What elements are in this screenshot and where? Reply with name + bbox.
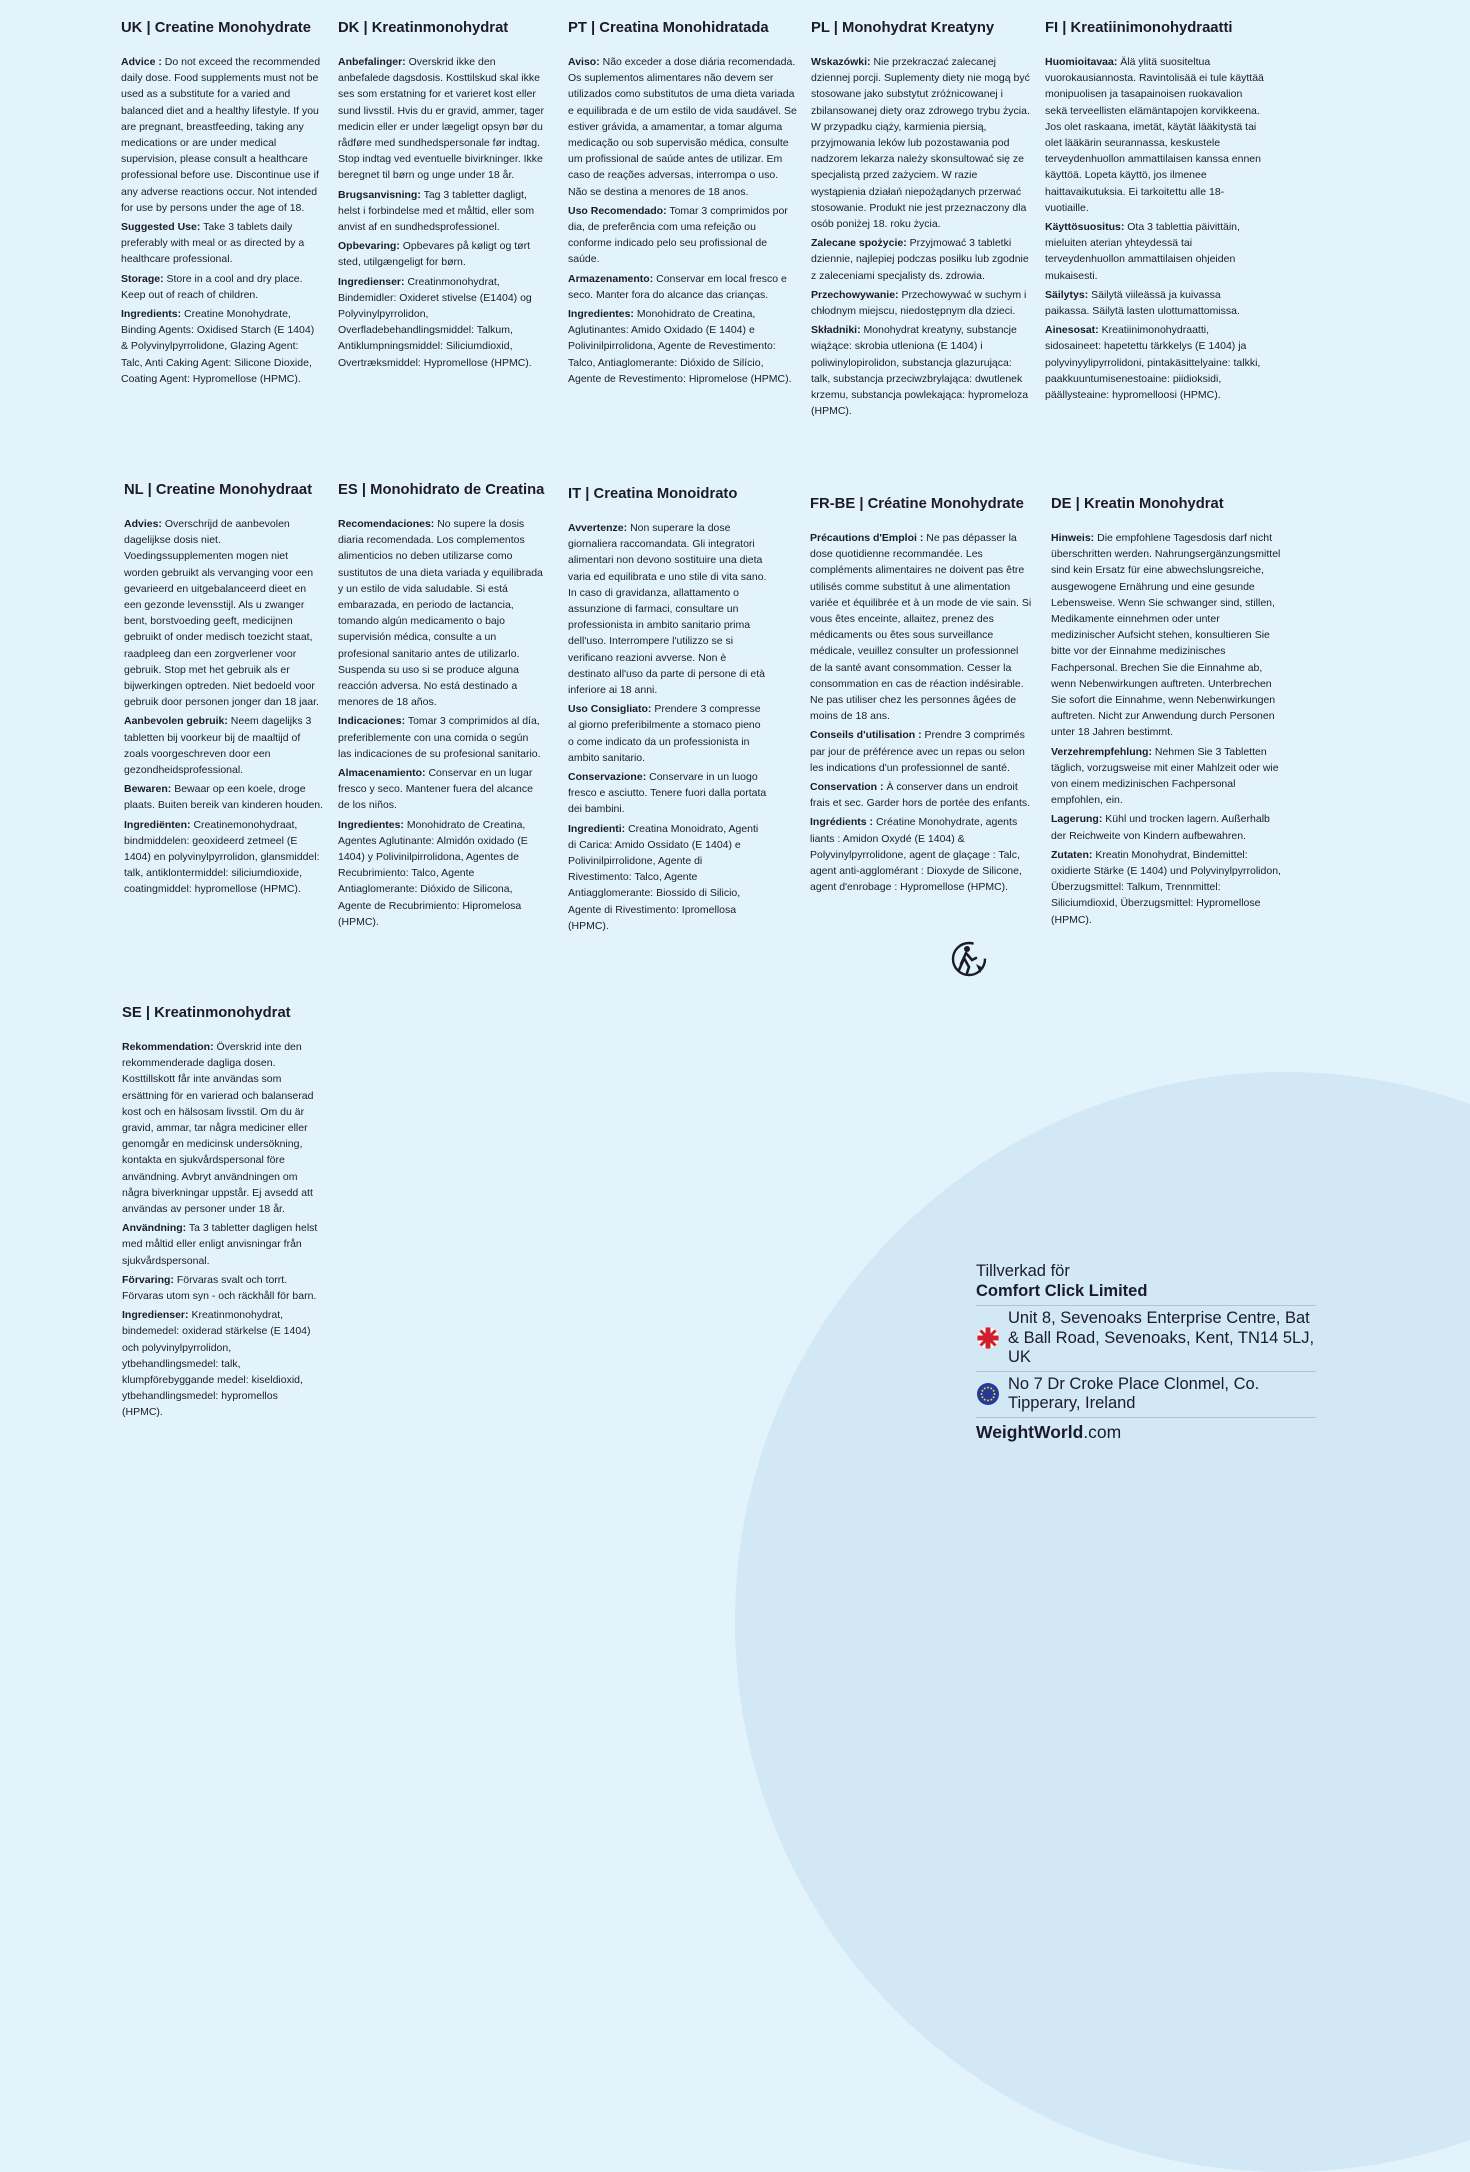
- section-title: FI | Kreatiinimonohydraatti: [1045, 20, 1233, 36]
- eu-address-row: [976, 1371, 1316, 1417]
- advice-paragraph: Anbefalinger: Overskrid ikke den anbefalede dagsdosis. Kosttilskud skal ikke ses som erstatning for et varieret kost eller sund livsstil. Hvis du er gravid, ammer, tager medicin eller er under lægeligt opsyn bør du rådføre med sundhedspersonale før indtag. Stop indtag ved eventuelle bivirkninger. Ikke beregnet til børn og unge under 18 år.: [338, 56, 544, 182]
- advice-paragraph: Aviso: Não exceder a dose diária recomendada. Os suplementos alimentares não devem ser utilizados como substitutos de uma dieta variada e equilibrada e de um estilo de vida saudável. Se estiver grávida, a amamentar, a tomar alguma medicação ou sob supervisão médica, consulte um profissional de saúde antes de utilizar. Em caso de reações adversas, interrompa o uso. Não se destina a menores de 18 anos.: [568, 56, 797, 198]
- made-for-label: Tillverkad för: [976, 1262, 1070, 1280]
- section-dk: [338, 18, 546, 374]
- uk-address: Unit 8, Sevenoaks Enterprise Centre, Bat & Ball Road, Sevenoaks, Kent, TN14 5LJ, UK: [1008, 1309, 1315, 1366]
- use-paragraph: Zalecane spożycie: Przyjmować 3 tabletki dziennie, najlepiej podczas posiłku lub zgodnie z zaleceniami specjalisty ds. zdrowia.: [811, 237, 1029, 282]
- ingredients-paragraph: Zutaten: Kreatin Monohydrat, Bindemittel: oxidierte Stärke (E 1404) und Polyvinylpyrrolidon, Überzugsmittel: Talkum, Trennmittel: Siliciumdioxid, Überzugsmittel: Hypromellose (HPMC).: [1051, 848, 1281, 926]
- ingredients-paragraph: Ingredientes: Monohidrato de Creatina, Agentes Aglutinante: Almidón oxidado (E 1404) y Polivinilpirrolidona, Agentes de Recubrimiento: Talco, Agente Antiaglomerante: Dióxido de Silicona, Agente de Recubrimiento: Hipromelosa (HPMC).: [338, 818, 528, 928]
- use-paragraph: Brugsanvisning: Tag 3 tabletter dagligt, helst i forbindelse med et måltid, eller som anvist af en sundhedsprofessionel.: [338, 188, 535, 234]
- use-paragraph: Aanbevolen gebruik: Neem dagelijks 3 tabletten bij voorkeur bij de maaltijd of zoals voorgeschreven door een gezondheidsprofessional.: [124, 715, 312, 777]
- ingredients-paragraph: Ingredientes: Monohidrato de Creatina, Aglutinantes: Amido Oxidado (E 1404) e Polivinilpirrolidona, Agente de Revestimento: Talco, Antiaglomerante: Dióxido de Silício, Agente de Revestimento: Hipromelose (HPMC).: [568, 308, 792, 385]
- manufacturer-footer: [976, 1262, 1316, 1443]
- storage-paragraph: Opbevaring: Opbevares på køligt og tørt sted, utilgængeligt for børn.: [338, 240, 530, 269]
- section-title: DK | Kreatinmonohydrat: [338, 20, 509, 36]
- section-pl: [811, 18, 1033, 422]
- section-de: [1051, 494, 1283, 931]
- advice-paragraph: Advice : Do not exceed the recommended daily dose. Food supplements must not be used as a substitute for a varied and balanced diet and a healthy lifestyle. If you are pregnant, breastfeeding, taking any medications or are under medical supervision, please consult a healthcare professional before use. Discontinue use if any adverse reactions occur. Not intended for use by persons under the age of 18.: [121, 56, 321, 214]
- section-it: [568, 484, 768, 937]
- use-paragraph: Käyttösuositus: Ota 3 tablettia päivittäin, mieluiten aterian yhteydessä tai terveydenhuollon ammattilaisen ohjeiden mukaisesti.: [1045, 221, 1240, 282]
- tidyman-recycle-icon: [950, 940, 988, 978]
- use-paragraph: Indicaciones: Tomar 3 comprimidos al día, preferiblemente con una comida o según las indicaciones de su profesional sanitario.: [338, 715, 541, 760]
- ingredients-paragraph: Składniki: Monohydrat kreatyny, substancje wiążące: skrobia utleniona (E 1404) i poliwinylopirolidon, substancja glazurująca: talk, substancja przeciwzbrylająca: dwutlenek krzemu, substancja powlekająca: hypromeloza (HPMC).: [811, 324, 1029, 418]
- ingredients-paragraph: Ingredienti: Creatina Monoidrato, Agenti di Carica: Amido Ossidato (E 1404) e Polivinilpirrolidone, Agente di Rivestimento: Talco, Agente Antiagglomerante: Biossido di Silicio, Agente di Rivestimento: Ipromellosa (HPMC).: [568, 822, 759, 932]
- section-fr-be: [810, 494, 1032, 898]
- section-title: DE | Kreatin Monohydrat: [1051, 496, 1224, 512]
- storage-paragraph: Storage: Store in a cool and dry place. Keep out of reach of children.: [121, 272, 303, 301]
- storage-paragraph: Conservation : À conserver dans un endroit frais et sec. Garder hors de portée des enfants.: [810, 781, 1031, 810]
- section-nl: [124, 480, 324, 901]
- uk-address-row: [976, 1305, 1316, 1371]
- advice-paragraph: Huomioitavaa: Älä ylitä suositeltua vuorokausiannosta. Ravintolisää ei tule käyttää monipuolisen ja tasapainoisen ruokavalion sekä terveellisten elämäntapojen korvikkeena. Jos olet raskaana, imetät, käytät lääkitystä tai olet lääkärin seurannassa, keskustele terveydenhuollon ammattilaisen kanssa ennen käyttöä. Lopeta käyttö, jos ilmenee haittavaikutuksia. Ei tarkoitettu alle 18-vuotiaille.: [1045, 56, 1264, 214]
- use-paragraph: Uso Consigliato: Prendere 3 compresse al giorno preferibilmente a stomaco pieno o come indicato da un professionista in ambito sanitario.: [568, 703, 761, 764]
- company-name: Comfort Click Limited: [976, 1282, 1148, 1300]
- section-title: NL | Creatine Monohydraat: [124, 482, 313, 498]
- ingredients-paragraph: Ingredienser: Kreatinmonohydrat, bindemedel: oxiderad stärkelse (E 1404) och polyvinylpyrrolidon, ytbehandlingsmedel: talk, klumpförebyggande medel: kiseldioxid, ytbehandlingsmedel: hypromellos (HPMC).: [122, 1309, 311, 1419]
- use-paragraph: Verzehrempfehlung: Nehmen Sie 3 Tabletten täglich, vorzugsweise mit einer Mahlzeit oder wie von einem medizinischen Fachpersonal empfohlen, ein.: [1051, 745, 1279, 807]
- ingredients-paragraph: Ingrediënten: Creatinemonohydraat, bindmiddelen: geoxideerd zetmeel (E 1404) en polyvinylpyrrolidon, glansmiddel: talk, antiklontermiddel: siliciumdioxide, coatingmiddel: hypromellose (HPMC).: [124, 818, 320, 896]
- ingredients-paragraph: Ingrédients : Créatine Monohydrate, agents liants : Amidon Oxydé (E 1404) & Polyvinylpyrrolidone, agent de glaçage : Talc, agent anti-agglomérant : Dioxyde de Silicone, agent d'enrobage : Hypromellose (HPMC).: [810, 816, 1022, 894]
- advice-paragraph: Advies: Overschrijd de aanbevolen dagelijkse dosis niet. Voedingssupplementen mogen niet worden gebruikt als vervanging voor een gevarieerd en uitgebalanceerd dieet en een gezonde levensstijl. Als u zwanger bent, borstvoeding geeft, medicijnen gebruikt of onder medisch toezicht staat, raadpleeg dan een zorgverlener voor gebruik. Stop met het gebruik als er bijwerkingen optreden. Niet bedoeld voor gebruik door personen jonger dan 18 jaar.: [124, 518, 319, 709]
- use-paragraph: Användning: Ta 3 tabletter dagligen helst med måltid eller enligt anvisningar från sjukvårdspersonal.: [122, 1222, 318, 1267]
- section-title: UK | Creatine Monohydrate: [121, 20, 311, 36]
- advice-paragraph: Rekommendation: Överskrid inte den rekommenderade dagliga dosen. Kosttillskott får inte användas som ersättning för en varierad och balanserad kost och en hälsosam livsstil. Om du är gravid, ammar, tar några mediciner eller genomgår en medicinsk undersökning, kontakta en sjukvårdspersonal före användning. Avbryt användningen om några biverkningar uppstår. Ej avsedd att användas av personer under 18 år.: [122, 1041, 314, 1216]
- eu-flag-icon: [976, 1382, 1000, 1406]
- storage-paragraph: Almacenamiento: Conservar en un lugar fresco y seco. Mantener fuera del alcance de los niños.: [338, 767, 533, 812]
- storage-paragraph: Conservazione: Conservare in un luogo fresco e asciutto. Tenere fuori dalla portata dei bambini.: [568, 771, 767, 816]
- ingredients-paragraph: Ingredients: Creatine Monohydrate, Binding Agents: Oxidised Starch (E 1404) & Polyvinylpyrrolidone, Glazing Agent: Talc, Anti Caking Agent: Silicone Dioxide, Coating Agent: Hypromellose (HPMC).: [121, 308, 315, 385]
- use-paragraph: Suggested Use: Take 3 tablets daily preferably with meal or as directed by a healthcare professional.: [121, 221, 305, 266]
- section-es: [338, 480, 544, 933]
- use-paragraph: Uso Recomendado: Tomar 3 comprimidos por dia, de preferência com uma refeição ou conforme indicado pelo seu profissional de saúde.: [568, 204, 788, 266]
- section-title: PT | Creatina Monohidratada: [568, 20, 769, 36]
- background-circle: [735, 1072, 1470, 2172]
- eu-address: No 7 Dr Croke Place Clonmel, Co. Tipperary, Ireland: [1008, 1374, 1260, 1412]
- brand-logo: WeightWorld.com: [976, 1417, 1316, 1443]
- section-title: PL | Monohydrat Kreatyny: [811, 20, 995, 36]
- storage-paragraph: Förvaring: Förvaras svalt och torrt. Förvaras utom syn - och räckhåll för barn.: [122, 1273, 317, 1303]
- ingredients-paragraph: Ainesosat: Kreatiinimonohydraatti, sidosaineet: hapetettu tärkkelys (E 1404) ja polyvinyylipyrrolidoni, pintakäsittelyaine: talkki, paakkuuntumisenestoaine: piidioksidi, päällysteaine: hypromelloosi (HPMC).: [1045, 324, 1261, 402]
- section-pt: [568, 18, 798, 390]
- advice-paragraph: Précautions d'Emploi : Ne pas dépasser la dose quotidienne recommandée. Les compléments alimentaires ne doivent pas être utilisés comme substitut à une alimentation variée et équilibrée et à un mode de vie sain. Si vous êtes enceinte, allaitez, prenez des médicaments ou êtes sous surveillance médicale, veuillez consulter un professionnel de la santé avant consommation. Cesser la consommation en cas de réaction indésirable. Ne pas utiliser chez les personnes âgées de moins de 18 ans.: [810, 532, 1032, 723]
- advice-paragraph: Hinweis: Die empfohlene Tagesdosis darf nicht überschritten werden. Nahrungsergänzungsmittel sind kein Ersatz für eine abwechslungsreiche, ausgewogene Ernährung und eine gesunde Lebensweise. Wenn Sie schwanger sind, stillen, Medikamente einnehmen oder unter medizinischer Aufsicht stehen, konsultieren Sie bitte vor der Einnahme medizinisches Fachpersonal. Brechen Sie die Einnahme ab, wenn Nebenwirkungen auftreten. Unterbrechen Sie sofort die Einnahme, wenn Nebenwirkungen auftreten. Nicht zur Anwendung durch Personen unter 18 Jahren bestimmt.: [1051, 532, 1281, 739]
- advice-paragraph: Recomendaciones: No supere la dosis diaria recomendada. Los complementos alimenticios no deben utilizarse como sustitutos de una dieta variada y equilibrada y un estilo de vida saludable. Si está embarazada, en periodo de lactancia, tomando algún medicamento o bajo supervisión médica, consulte a un profesional sanitario antes de utilizarlo. Suspenda su uso si se produce alguna reacción adversa. No está destinado a menores de 18 años.: [338, 518, 543, 709]
- section-title: FR-BE | Créatine Monohydrate: [810, 496, 1024, 512]
- use-paragraph: Conseils d'utilisation : Prendre 3 comprimés par jour de préférence avec un repas ou selon les indications d'un professionnel de santé.: [810, 729, 1025, 774]
- advice-paragraph: Wskazówki: Nie przekraczać zalecanej dziennej porcji. Suplementy diety nie mogą być stosowane jako substytut zróżnicowanej i zbilansowanej diety oraz zdrowego trybu życia. W przypadku ciąży, karmienia piersią, przyjmowania leków lub pozostawania pod nadzorem lekarza należy skonsultować się ze specjalistą przed zażyciem. W razie wystąpienia działań niepożądanych przerwać stosowanie. Produkt nie jest przeznaczony dla osób poniżej 18. roku życia.: [811, 56, 1030, 231]
- ingredients-paragraph: Ingredienser: Creatinmonohydrat, Bindemidler: Oxideret stivelse (E1404) og Polyvinylpyrrolidon, Overfladebehandlingsmiddel: Talkum, Antiklumpningsmiddel: Siliciumdioxid, Overtræksmiddel: Hypromellose (HPMC).: [338, 275, 532, 369]
- storage-paragraph: Lagerung: Kühl und trocken lagern. Außerhalb der Reichweite von Kindern aufbewahren.: [1051, 813, 1270, 842]
- storage-paragraph: Säilytys: Säilytä viileässä ja kuivassa paikassa. Säilytä lasten ulottumattomissa.: [1045, 288, 1240, 318]
- section-title: IT | Creatina Monoidrato: [568, 486, 738, 502]
- section-se: [122, 1003, 320, 1424]
- storage-paragraph: Armazenamento: Conservar em local fresco e seco. Manter fora do alcance das crianças.: [568, 272, 787, 301]
- storage-paragraph: Przechowywanie: Przechowywać w suchym i chłodnym miejscu, niedostępnym dla dzieci.: [811, 288, 1027, 318]
- advice-paragraph: Avvertenze: Non superare la dose giornaliera raccomandata. Gli integratori alimentari non devono sostituire una dieta varia ed equilibrata e uno stile di vita sano. In caso di gravidanza, allattamento o assunzione di farmaci, consultare un professionista in ambito sanitario prima dell'uso. Interrompere l'utilizzo se si verificano reazioni avverse. Non è destinato all'uso da parte di persone di età inferiore ai 18 anni.: [568, 522, 767, 697]
- section-title: SE | Kreatinmonohydrat: [122, 1005, 291, 1021]
- storage-paragraph: Bewaren: Bewaar op een koele, droge plaats. Buiten bereik van kinderen houden.: [124, 783, 324, 812]
- section-title: ES | Monohidrato de Creatina: [338, 482, 545, 498]
- section-fi: [1045, 18, 1267, 406]
- section-uk: [121, 18, 321, 390]
- uk-flag-icon: [976, 1326, 1000, 1350]
